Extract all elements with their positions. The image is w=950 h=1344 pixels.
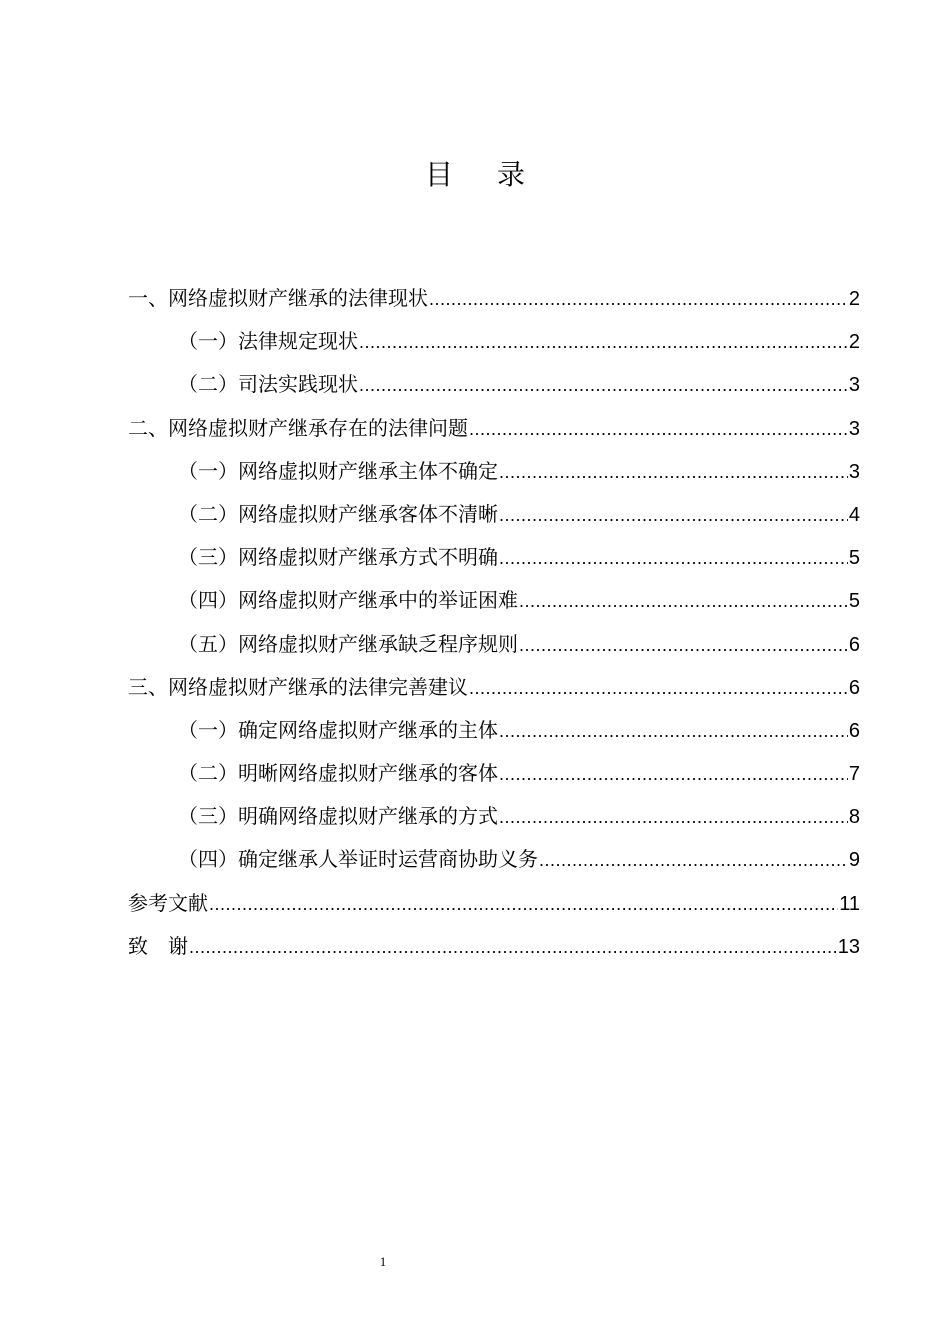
toc-dot-leader xyxy=(499,753,848,796)
toc-entry-label: （三）明确网络虚拟财产继承的方式 xyxy=(178,804,498,829)
toc-entry-page: 6 xyxy=(848,633,860,656)
toc-dot-leader xyxy=(519,624,848,667)
table-of-contents xyxy=(128,277,860,968)
toc-entry[interactable] xyxy=(128,493,860,536)
toc-dot-leader xyxy=(499,537,848,580)
toc-entry-page: 5 xyxy=(848,590,860,613)
toc-dot-leader xyxy=(209,883,838,926)
toc-entry-label: 致 谢 xyxy=(128,933,188,958)
toc-entry[interactable] xyxy=(128,795,860,838)
toc-entry[interactable] xyxy=(128,363,860,406)
title-char-2: 录 xyxy=(497,158,526,191)
toc-entry-page: 2 xyxy=(848,288,860,310)
toc-entry-page: 3 xyxy=(848,460,860,483)
toc-entry-page: 6 xyxy=(848,676,860,699)
toc-entry[interactable] xyxy=(128,450,860,493)
toc-entry[interactable] xyxy=(128,536,860,579)
toc-dot-leader xyxy=(499,710,848,753)
toc-entry[interactable] xyxy=(128,407,860,450)
toc-dot-leader xyxy=(359,364,848,407)
toc-entry[interactable] xyxy=(128,752,860,795)
toc-entry[interactable] xyxy=(128,320,860,363)
toc-entry-label: （四）网络虚拟财产继承中的举证困难 xyxy=(178,588,518,613)
toc-entry-page: 8 xyxy=(848,806,860,829)
toc-entry-label: （一）确定网络虚拟财产继承的主体 xyxy=(178,717,498,742)
toc-entry-label: 三、网络虚拟财产继承的法律完善建议 xyxy=(128,674,468,699)
toc-entry[interactable] xyxy=(128,882,860,925)
toc-entry-label: 二、网络虚拟财产继承存在的法律问题 xyxy=(128,415,468,440)
toc-entry-label: 参考文献 xyxy=(128,890,208,915)
toc-dot-leader xyxy=(499,796,848,839)
toc-entry-label: （五）网络虚拟财产继承缺乏程序规则 xyxy=(178,631,518,656)
toc-entry-label: 一、网络虚拟财产继承的法律现状 xyxy=(128,286,428,310)
toc-entry-page: 2 xyxy=(848,331,860,354)
toc-entry-page: 13 xyxy=(837,935,860,958)
title-char-1: 目 xyxy=(424,158,453,191)
toc-entry[interactable] xyxy=(128,709,860,752)
toc-entry-page: 11 xyxy=(839,892,860,915)
toc-dot-leader xyxy=(469,667,848,710)
toc-entry-label: （一）网络虚拟财产继承主体不确定 xyxy=(178,458,498,483)
page-title xyxy=(0,153,950,193)
toc-entry[interactable] xyxy=(128,623,860,666)
toc-entry-page: 5 xyxy=(848,547,860,570)
toc-entry[interactable] xyxy=(128,579,860,622)
toc-entry[interactable] xyxy=(128,925,860,968)
toc-entry-page: 7 xyxy=(848,763,860,786)
toc-dot-leader xyxy=(519,580,848,623)
toc-entry-label: （一）法律规定现状 xyxy=(178,329,358,354)
toc-dot-leader xyxy=(429,278,848,321)
toc-dot-leader xyxy=(189,926,837,969)
toc-dot-leader xyxy=(469,408,848,451)
toc-entry-label: （二）司法实践现状 xyxy=(178,372,358,397)
toc-entry-label: （四）确定继承人举证时运营商协助义务 xyxy=(178,847,538,872)
toc-dot-leader xyxy=(499,451,848,494)
toc-entry-label: （二）明晰网络虚拟财产继承的客体 xyxy=(178,761,498,786)
toc-entry[interactable] xyxy=(128,666,860,709)
toc-entry-page: 9 xyxy=(848,849,860,872)
toc-entry[interactable] xyxy=(128,838,860,881)
page-number: 1 xyxy=(379,1254,387,1269)
toc-entry-label: （三）网络虚拟财产继承方式不明确 xyxy=(178,545,498,570)
toc-entry-page: 6 xyxy=(848,719,860,742)
toc-entry-page: 4 xyxy=(848,503,860,526)
toc-entry[interactable] xyxy=(128,277,860,320)
toc-entry-page: 3 xyxy=(848,374,860,397)
toc-entry-label: （二）网络虚拟财产继承客体不清晰 xyxy=(178,501,498,526)
toc-entry-page: 3 xyxy=(848,417,860,440)
toc-dot-leader xyxy=(499,494,848,537)
toc-dot-leader xyxy=(539,839,848,882)
toc-dot-leader xyxy=(359,321,848,364)
